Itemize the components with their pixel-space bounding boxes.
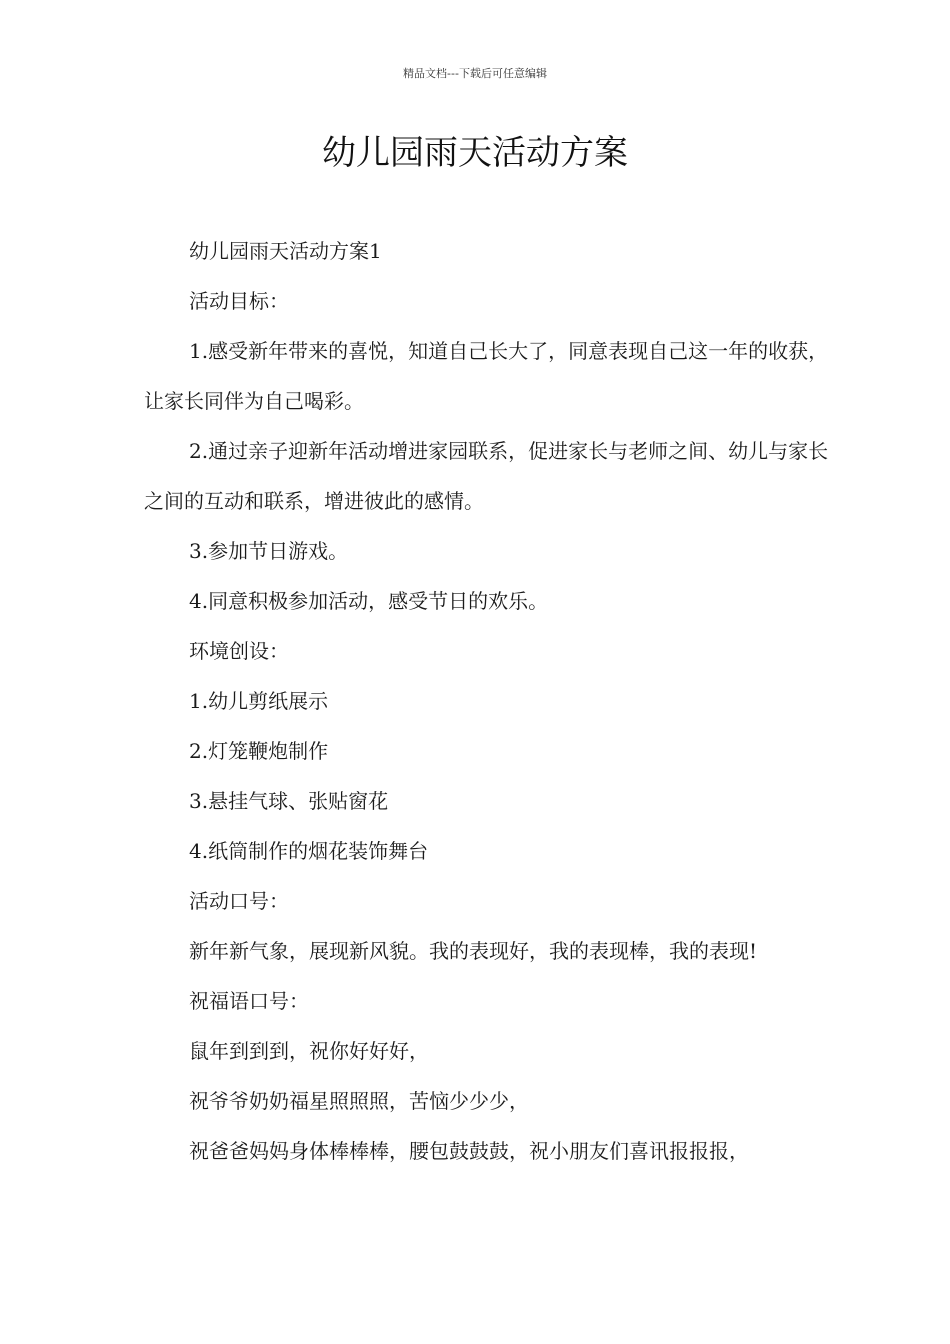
- blessing-line: 鼠年到到到，祝你好好好，: [189, 1039, 429, 1063]
- environment-item: 3.悬挂气球、张贴窗花: [189, 789, 389, 813]
- environment-item: 2.灯笼鞭炮制作: [189, 739, 329, 763]
- goal-item: 2.通过亲子迎新年活动增进家园联系，促进家长与老师之间、幼儿与家长之间的互动和联系，增进彼此的感情。: [144, 439, 829, 513]
- document-body: [144, 226, 834, 1176]
- section-heading: 幼儿园雨天活动方案1: [189, 239, 382, 263]
- subheading-blessing: 祝福语口号：: [189, 989, 309, 1013]
- goal-item: 3.参加节日游戏。: [189, 539, 349, 563]
- subheading-slogan: 活动口号：: [189, 889, 289, 913]
- page-header: 精品文档---下载后可任意编辑: [403, 67, 547, 80]
- goal-item: 1.感受新年带来的喜悦，知道自己长大了，同意表现自己这一年的收获，让家长同伴为自己喝彩。: [144, 339, 829, 413]
- subheading-environment: 环境创设：: [189, 639, 289, 663]
- subheading-goals: 活动目标：: [189, 289, 289, 313]
- goal-item: 4.同意积极参加活动，感受节日的欢乐。: [189, 589, 549, 613]
- document-title: 幼儿园雨天活动方案: [322, 133, 628, 173]
- environment-item: 1.幼儿剪纸展示: [189, 689, 329, 713]
- blessing-line: 祝爸爸妈妈身体棒棒棒，腰包鼓鼓鼓，祝小朋友们喜讯报报报，: [189, 1139, 749, 1163]
- slogan-text: 新年新气象，展现新风貌。我的表现好，我的表现棒，我的表现!: [189, 939, 758, 963]
- environment-item: 4.纸筒制作的烟花装饰舞台: [189, 839, 429, 863]
- blessing-line: 祝爷爷奶奶福星照照照，苦恼少少少，: [189, 1089, 529, 1113]
